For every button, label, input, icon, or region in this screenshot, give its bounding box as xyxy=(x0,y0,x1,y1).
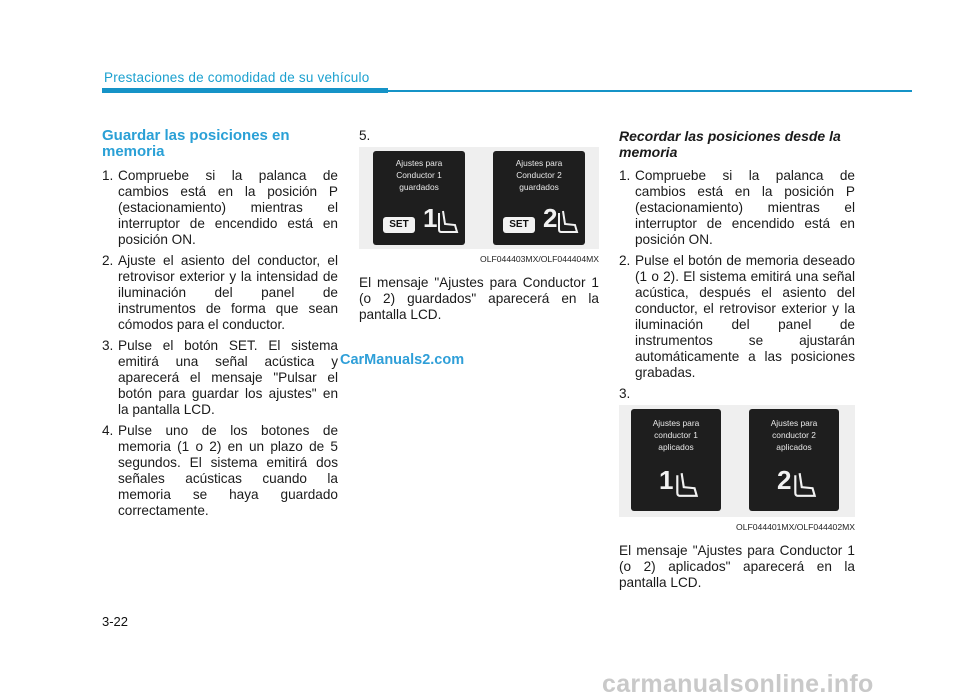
middle-column xyxy=(359,128,599,323)
lcd-saved-illustration xyxy=(359,147,599,249)
section-title-save: Guardar las posiciones en memoria xyxy=(102,127,290,160)
list-item: 3. Pulse el botón SET. El sistema emitirá una señal acústica y aparecerá el mensaje "Pulsar el botón para guardar los ajustes" en la pantalla LCD. xyxy=(102,338,338,417)
memory-2-icon: 2 xyxy=(543,203,558,233)
memory-1-icon: 1 xyxy=(423,203,438,233)
watermark-text: CarManuals2.com xyxy=(340,352,465,368)
figure-caption: OLF044401MX/OLF044402MX xyxy=(736,522,855,532)
page-number: 3-22 xyxy=(102,614,129,629)
right-column xyxy=(619,128,855,591)
list-item: 1. Compruebe si la palanca de cambios está en la posición P (estacionamiento) mientras el interruptor de encendido está en posición ON. xyxy=(619,168,855,247)
set-button-icon: SET xyxy=(383,217,415,233)
memory-2-icon: 2 xyxy=(777,465,792,495)
memory-1-icon: 1 xyxy=(659,465,674,495)
seat-icon xyxy=(437,209,459,235)
list-item: 2. Ajuste el asiento del conductor, el retrovisor exterior y la intensidad de iluminación del panel de instrumentos de forma que sean cómodos para el conductor. xyxy=(102,253,338,332)
step-three-label: 3. xyxy=(619,386,631,401)
section-title-recall: Recordar las posiciones desde la memoria xyxy=(619,128,841,160)
figure-caption: OLF044403MX/OLF044404MX xyxy=(480,254,599,264)
list-item: 1. Compruebe si la palanca de cambios está en la posición P (estacionamiento) mientras el interruptor de encendido está en posición ON. xyxy=(102,168,338,247)
left-column xyxy=(102,128,338,524)
site-watermark: carmanualsonline.info xyxy=(602,670,874,698)
lcd-applied-illustration xyxy=(619,405,855,517)
header-bar xyxy=(102,88,388,93)
lcd-screen-driver-1: Ajustes para Conductor 1 guardados SET 1 xyxy=(373,151,465,245)
seat-icon xyxy=(793,471,817,499)
lcd-screen-driver-1-applied: Ajustes para conductor 1 aplicados 1 xyxy=(631,409,721,511)
applied-message-text: El mensaje "Ajustes para Conductor 1 (o 2) aplicados" aparecerá en la pantalla LCD. xyxy=(619,543,855,590)
header-title: Prestaciones de comodidad de su vehículo xyxy=(104,70,370,85)
header-line xyxy=(388,90,912,92)
save-steps-list xyxy=(102,168,338,519)
recall-steps-list xyxy=(619,168,855,381)
step-five-label: 5. xyxy=(359,128,371,143)
seat-icon xyxy=(557,209,579,235)
list-item: 2. Pulse el botón de memoria deseado (1 o 2). El sistema emitirá una señal acústica, después el asiento del conductor, el retrovisor exterior y la iluminación del panel de instrumentos se ajustarán automáticamente a las posiciones grabadas. xyxy=(619,253,855,380)
set-button-icon: SET xyxy=(503,217,535,233)
seat-icon xyxy=(675,471,699,499)
saved-message-text: El mensaje "Ajustes para Conductor 1 (o 2) guardados" aparecerá en la pantalla LCD. xyxy=(359,275,599,322)
list-item: 4. Pulse uno de los botones de memoria (1 o 2) en un plazo de 5 segundos. El sistema emitirá dos señales acústicas cuando la memoria se haya guardado correctamente. xyxy=(102,423,338,518)
lcd-screen-driver-2: Ajustes para Conductor 2 guardados SET 2 xyxy=(493,151,585,245)
lcd-screen-driver-2-applied: Ajustes para conductor 2 aplicados 2 xyxy=(749,409,839,511)
